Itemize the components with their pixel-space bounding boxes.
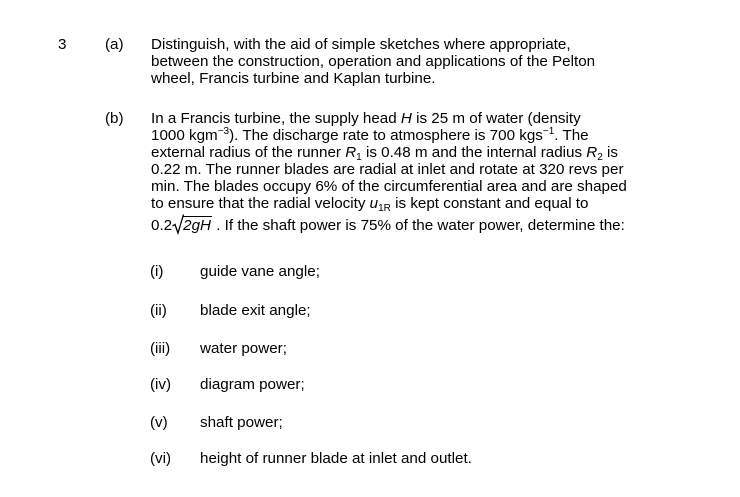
part-b-text [151, 110, 627, 236]
item-text: diagram power; [200, 376, 305, 393]
part-b-line-2: 1000 kgm$^{-3}$). The discharge rate to atmosphere is 700 kgs$^{-1}$. The [151, 126, 589, 144]
item-number: (v) [150, 414, 168, 431]
question-number: 3 [58, 36, 67, 53]
item-number: (vi) [150, 450, 172, 467]
part-b-line-4: 0.22 m. The runner blades are radial at inlet and rotate at 320 revs per [151, 161, 624, 178]
part-a-label: (a) [105, 36, 124, 53]
part-a-text [151, 36, 595, 87]
item-text: shaft power; [200, 414, 283, 431]
item-number: (iii) [150, 340, 171, 357]
var-r1: R [345, 144, 357, 161]
part-b-line-6: to ensure that the radial velocity $u_{1R}$ is kept constant and equal to [151, 195, 589, 214]
var-r2: R [586, 144, 598, 161]
item-text: blade exit angle; [200, 302, 311, 319]
item-text: guide vane angle; [200, 263, 320, 280]
part-a-line: wheel, Francis turbine and Kaplan turbine. [151, 70, 436, 87]
part-b-label: (b) [105, 110, 124, 127]
part-b-line-1: In a Francis turbine, the supply head H is 25 m of water (density [151, 110, 581, 127]
radical-sign-icon [172, 213, 184, 235]
item-text: water power; [200, 340, 287, 357]
part-a-line: between the construction, operation and applications of the Pelton [151, 53, 596, 70]
item-number: (ii) [150, 302, 167, 319]
item-number: (iv) [150, 376, 172, 393]
var-u1r: u [369, 195, 379, 212]
part-b-line-7: 0.2 2gH . If the shaft power is 75% of the water power, determine the: [151, 216, 627, 236]
var-h: H [400, 110, 412, 127]
square-root: 2gH [172, 216, 212, 234]
part-a-line: Distinguish, with the aid of simple sketches where appropriate, [151, 36, 571, 53]
item-number: (i) [150, 263, 164, 280]
item-text: height of runner blade at inlet and outlet. [200, 450, 472, 467]
part-b-line-3: external radius of the runner $R_1$ is 0.48 m and the internal radius $R_2$ is [151, 144, 619, 163]
part-b-line-5: min. The blades occupy 6% of the circumferential area and are shaped [151, 178, 627, 195]
